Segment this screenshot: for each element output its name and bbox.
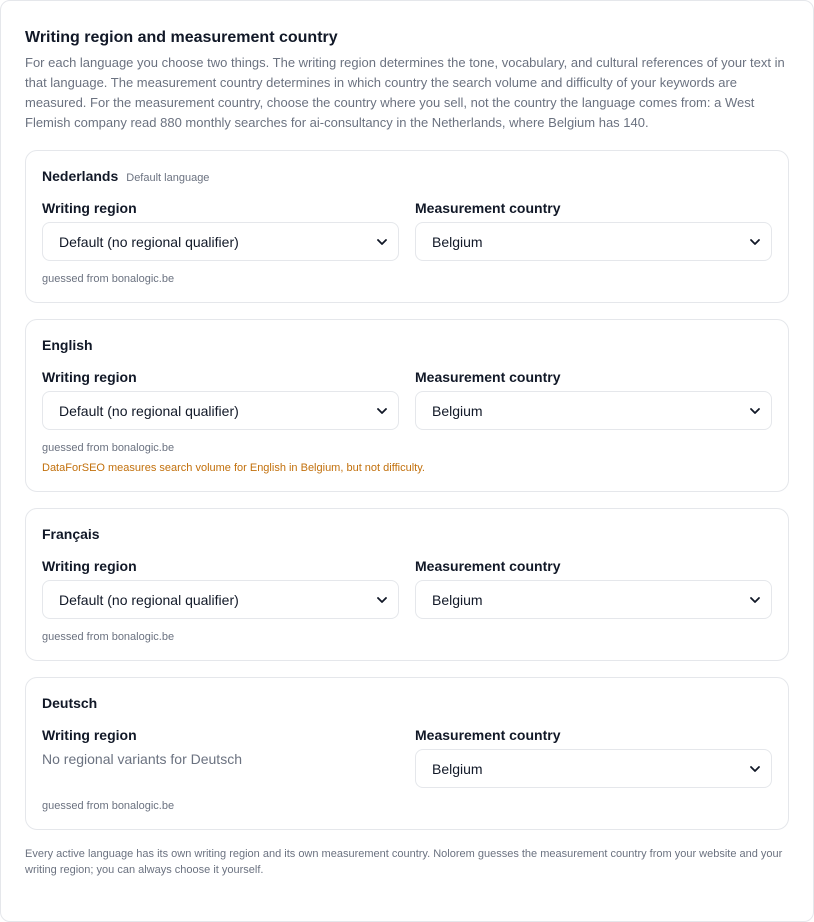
writing-region-label: Writing region	[42, 200, 137, 216]
language-card-english	[25, 319, 789, 492]
language-name: Français	[42, 526, 100, 542]
writing-region-label: Writing region	[42, 727, 137, 743]
measurement-country-value: Belgium	[432, 402, 483, 419]
language-card-francais	[25, 508, 789, 661]
guessed-note: guessed from bonalogic.be	[42, 273, 175, 285]
measurement-country-select[interactable]	[415, 749, 772, 788]
difficulty-warning: DataForSEO measures search volume for English in Belgium, but not difficulty.	[42, 462, 425, 474]
measurement-country-select[interactable]	[415, 222, 772, 261]
writing-region-select[interactable]	[42, 580, 399, 619]
language-name: English	[42, 337, 93, 353]
chevron-down-icon	[749, 594, 761, 606]
language-card-deutsch	[25, 677, 789, 830]
panel-title: Writing region and measurement country	[25, 29, 338, 46]
chevron-down-icon	[376, 405, 388, 417]
guessed-note: guessed from bonalogic.be	[42, 631, 175, 643]
measurement-country-value: Belgium	[432, 233, 483, 250]
no-regional-variants-text: No regional variants for Deutsch	[42, 751, 242, 767]
writing-region-value: Default (no regional qualifier)	[59, 591, 239, 608]
writing-region-value: Default (no regional qualifier)	[59, 233, 239, 250]
chevron-down-icon	[376, 236, 388, 248]
writing-region-label: Writing region	[42, 369, 137, 385]
writing-region-select[interactable]	[42, 222, 399, 261]
language-card-nederlands	[25, 150, 789, 303]
guessed-note: guessed from bonalogic.be	[42, 800, 175, 812]
measurement-country-value: Belgium	[432, 591, 483, 608]
measurement-country-label: Measurement country	[415, 727, 561, 743]
writing-region-select[interactable]	[42, 391, 399, 430]
chevron-down-icon	[376, 594, 388, 606]
default-language-badge: Default language	[126, 172, 210, 184]
guessed-note: guessed from bonalogic.be	[42, 442, 175, 454]
writing-region-label: Writing region	[42, 558, 137, 574]
chevron-down-icon	[749, 405, 761, 417]
language-name: Nederlands	[42, 168, 119, 184]
measurement-country-select[interactable]	[415, 580, 772, 619]
writing-region-value: Default (no regional qualifier)	[59, 402, 239, 419]
measurement-country-label: Measurement country	[415, 200, 561, 216]
panel-description: For each language you choose two things. The writing region determines the tone, vocabulary, and cultural references of your text in that language. The measurement country determines in which country the search volume and difficulty of your keywords are measured. For the measurement country, choose the country where you sell, not the country the language comes from: a West Flemish company read 880 monthly searches for ai-consultancy in the Netherlands, where Belgium has 140.	[25, 55, 785, 130]
measurement-country-value: Belgium	[432, 760, 483, 777]
measurement-country-label: Measurement country	[415, 558, 561, 574]
language-name: Deutsch	[42, 695, 98, 711]
measurement-country-label: Measurement country	[415, 369, 561, 385]
chevron-down-icon	[749, 236, 761, 248]
chevron-down-icon	[749, 763, 761, 775]
footer-note: Every active language has its own writing region and its own measurement country. Nolorem guesses the measurement country from your website and your writing region; you can always choose it yourself.	[25, 848, 783, 876]
measurement-country-select[interactable]	[415, 391, 772, 430]
